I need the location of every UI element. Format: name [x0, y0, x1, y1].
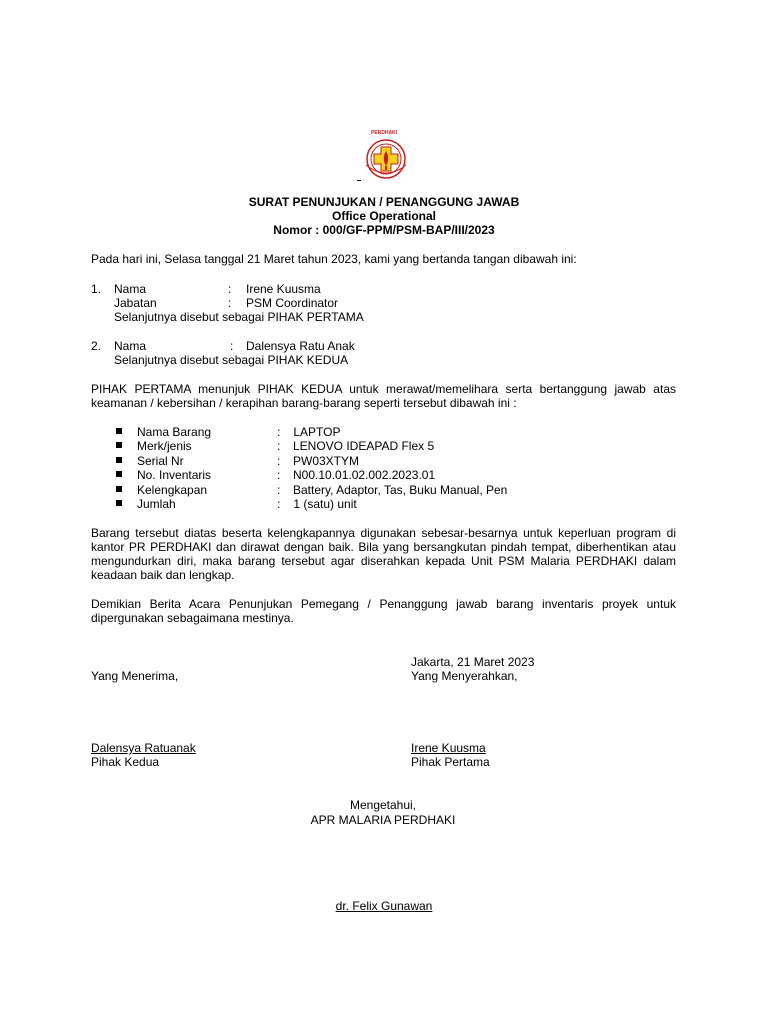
- logo-text: PERDHAKI: [370, 130, 398, 136]
- item-colon: :: [277, 425, 281, 439]
- place-date: Jakarta, 21 Maret 2023: [411, 655, 535, 669]
- doc-subtitle: Office Operational: [331, 209, 437, 223]
- paragraph-closing: Demikian Berita Acara Penunjukan Pemegang / Penanggung jawab barang inventaris proyek untuk dipergunakan sebagaimana mestinya.: [91, 597, 676, 625]
- party1-name-label: Nama: [114, 282, 147, 296]
- item-colon: :: [277, 468, 281, 482]
- acknowledged-name: dr. Felix Gunawan: [335, 899, 433, 913]
- item-value: LAPTOP: [290, 425, 341, 439]
- logo-underline: [357, 180, 361, 181]
- logo-candle: [385, 166, 387, 170]
- doc-number: Nomor : 000/GF-PPM/PSM-BAP/III/2023: [273, 223, 495, 237]
- perdhaki-logo: [360, 137, 412, 181]
- bullet-icon: [116, 428, 122, 434]
- giver-heading: Yang Menyerahkan,: [411, 669, 518, 683]
- bullet-icon: [116, 486, 122, 492]
- item-label: Serial Nr: [137, 454, 184, 468]
- intro-text: Pada hari ini, Selasa tanggal 21 Maret tahun 2023, kami yang bertanda tangan dibawah ini:: [91, 252, 577, 266]
- party2-name-label: Nama: [114, 339, 147, 353]
- party2-number: 2.: [91, 339, 102, 353]
- item-colon: :: [277, 497, 281, 511]
- item-label: Jumlah: [137, 497, 176, 511]
- party2-note: Selanjutnya disebut sebagai PIHAK KEDUA: [114, 353, 349, 367]
- item-value: Battery, Adaptor, Tas, Buku Manual, Pen: [293, 483, 508, 497]
- acknowledged-org: APR MALARIA PERDHAKI: [310, 813, 456, 827]
- party2-name-value: Dalensya Ratu Anak: [246, 339, 355, 353]
- party1-number: 1.: [91, 282, 102, 296]
- item-value: 1 (satu) unit: [290, 497, 357, 511]
- giver-name: Irene Kuusma: [411, 741, 486, 755]
- receiver-role: Pihak Kedua: [91, 755, 160, 769]
- party1-title-colon: :: [228, 296, 232, 310]
- item-label: No. Inventaris: [137, 468, 212, 482]
- item-value: PW03XTYM: [293, 454, 360, 468]
- bullet-icon: [116, 442, 122, 448]
- item-colon: :: [277, 439, 281, 453]
- item-colon: :: [277, 483, 281, 497]
- paragraph-usage: Barang tersebut diatas beserta kelengkapannya digunakan sebesar-besarnya untuk keperluan program di kantor PR PERDHAKI dan dirawat dengan baik. Bila yang bersangkutan pindah tempat, diberhentikan atau mengundurkan diri, maka barang tersebut agar diserahkan kepada Unit PSM Malaria PERDHAKI dalam keadaan baik dan lengkap.: [91, 526, 676, 582]
- receiver-heading: Yang Menerima,: [91, 669, 179, 683]
- item-value: LENOVO IDEAPAD Flex 5: [293, 439, 435, 453]
- party1-name-colon: :: [228, 282, 232, 296]
- receiver-name: Dalensya Ratuanak: [91, 741, 196, 755]
- doc-title: SURAT PENUNJUKAN / PENANGGUNG JAWAB: [248, 195, 520, 209]
- bullet-icon: [116, 500, 122, 506]
- item-label: Merk/jenis: [137, 439, 192, 453]
- party1-note: Selanjutnya disebut sebagai PIHAK PERTAMA: [114, 310, 364, 324]
- item-value: N00.10.01.02.002.2023.01: [293, 468, 436, 482]
- bullet-icon: [116, 471, 122, 477]
- item-label: Kelengkapan: [137, 483, 208, 497]
- bullet-icon: [116, 457, 122, 463]
- party1-title-label: Jabatan: [114, 296, 157, 310]
- giver-role: Pihak Pertama: [411, 755, 490, 769]
- item-colon: :: [277, 454, 281, 468]
- paragraph-assignment: PIHAK PERTAMA menunjuk PIHAK KEDUA untuk merawat/memelihara serta bertanggung jawab atas keamanan / kebersihan / kerapihan barang-barang seperti tersebut dibawah ini :: [91, 382, 676, 410]
- item-label: Nama Barang: [137, 425, 212, 439]
- acknowledged-heading: Mengetahui,: [349, 798, 417, 812]
- party2-name-colon: :: [230, 339, 234, 353]
- party1-name-value: Irene Kuusma: [246, 282, 321, 296]
- party1-title-value: PSM Coordinator: [246, 296, 339, 310]
